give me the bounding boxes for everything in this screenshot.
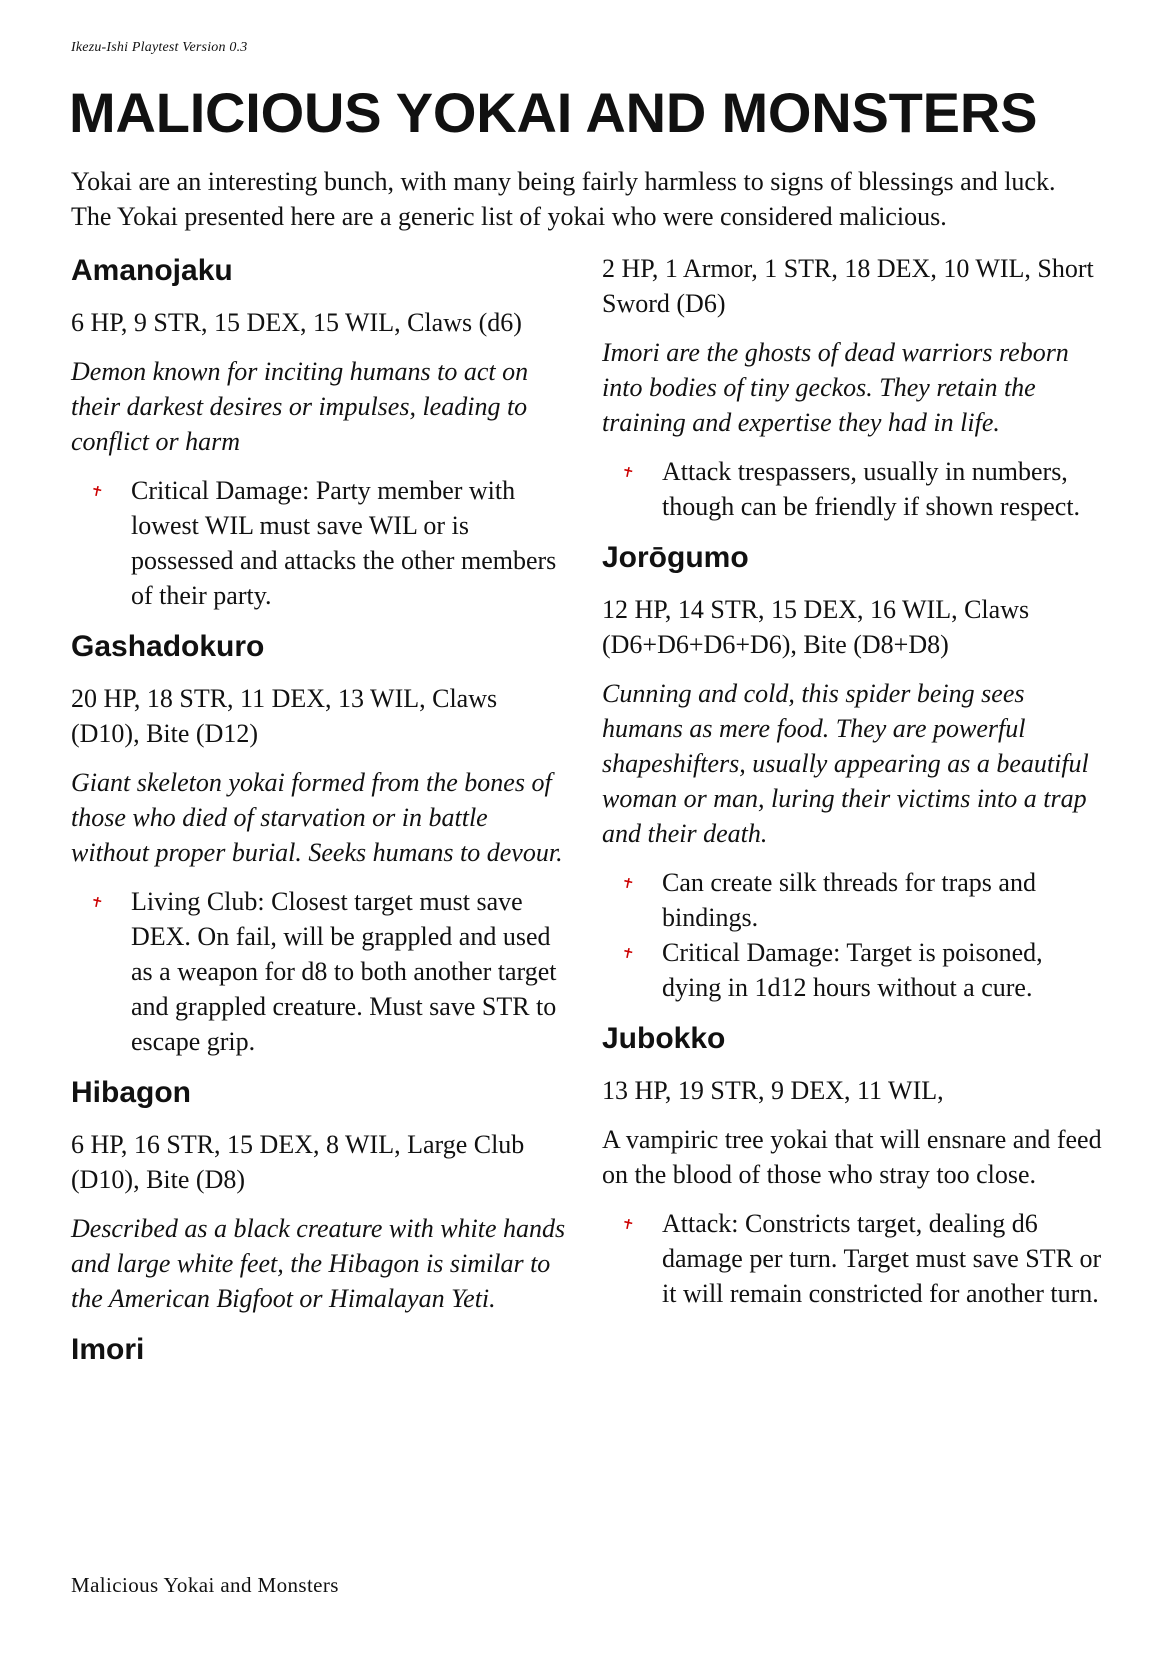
red-cross-bullet-icon [91, 485, 103, 497]
intro-paragraph: Yokai are an interesting bunch, with many being fairly harmless to signs of blessings and luck. The Yokai presented here are a generic list of yokai who were considered malicious. [71, 167, 1056, 231]
ability-text: Attack: Constricts target, dealing d6 damage per turn. Target must save STR or it will remain constricted for another turn. [662, 1209, 1102, 1308]
red-cross-bullet-icon [622, 466, 634, 478]
page-footer: Malicious Yokai and Monsters [71, 1573, 339, 1597]
ability-list-amanojaku [71, 473, 571, 613]
ability-item [131, 473, 571, 613]
ability-item [131, 884, 571, 1059]
ability-text: Attack trespassers, usually in numbers, though can be friendly if shown respect. [662, 457, 1081, 521]
ability-text: Living Club: Closest target must save DEX. On fail, will be grappled and used as a weapon for d8 to both another target and grappled creature. Must save STR to escape grip. [131, 887, 557, 1056]
ability-item [662, 1206, 1102, 1311]
right-column [602, 251, 1102, 1325]
entry-title-jubokko: Jubokko [602, 1022, 726, 1055]
red-cross-bullet-icon [622, 947, 634, 959]
ability-item [662, 454, 1102, 524]
entry-title-hibagon: Hibagon [71, 1076, 191, 1109]
ability-list-jubokko [602, 1206, 1102, 1311]
entry-description-gashadokuro: Giant skeleton yokai formed from the bones of those who died of starvation or in battle without proper burial. Seeks humans to devour. [71, 768, 563, 867]
entry-title-amanojaku: Amanojaku [71, 254, 233, 287]
entry-stats-gashadokuro: 20 HP, 18 STR, 11 DEX, 13 WIL, Claws (D10), Bite (D12) [71, 684, 498, 748]
entry-stats-jorogumo: 12 HP, 14 STR, 15 DEX, 16 WIL, Claws (D6+D6+D6+D6), Bite (D8+D8) [602, 595, 1030, 659]
ability-list-imori [602, 454, 1102, 524]
entry-stats-amanojaku: 6 HP, 9 STR, 15 DEX, 15 WIL, Claws (d6) [71, 308, 522, 337]
page-title: MALICIOUS YOKAI AND MONSTERS [69, 81, 1038, 144]
ability-item [662, 865, 1102, 935]
left-column [71, 251, 571, 1384]
ability-text: Can create silk threads for traps and bindings. [662, 868, 1036, 932]
red-cross-bullet-icon [91, 896, 103, 908]
ability-item [662, 935, 1102, 1005]
entry-title-jorogumo: Jorōgumo [602, 541, 749, 574]
ability-text: Critical Damage: Target is poisoned, dying in 1d12 hours without a cure. [662, 938, 1043, 1002]
entry-stats-imori: 2 HP, 1 Armor, 1 STR, 18 DEX, 10 WIL, Short Sword (D6) [602, 254, 1094, 318]
ability-text: Critical Damage: Party member with lowest WIL must save WIL or is possessed and attacks the other members of their party. [131, 476, 557, 610]
entry-description-jorogumo: Cunning and cold, this spider being sees humans as mere food. They are powerful shapeshifters, usually appearing as a beautiful woman or man, luring their victims into a trap and their death. [602, 679, 1089, 848]
red-cross-bullet-icon [622, 1218, 634, 1230]
ability-list-gashadokuro [71, 884, 571, 1059]
red-cross-bullet-icon [622, 877, 634, 889]
entry-title-gashadokuro: Gashadokuro [71, 630, 265, 663]
entry-description-hibagon: Described as a black creature with white hands and large white feet, the Hibagon is similar to the American Bigfoot or Himalayan Yeti. [71, 1214, 566, 1313]
entry-description-imori: Imori are the ghosts of dead warriors reborn into bodies of tiny geckos. They retain the training and expertise they had in life. [602, 338, 1069, 437]
ability-list-jorogumo [602, 865, 1102, 1005]
entry-stats-jubokko: 13 HP, 19 STR, 9 DEX, 11 WIL, [602, 1076, 944, 1105]
entry-description-amanojaku: Demon known for inciting humans to act on their darkest desires or impulses, leading to conflict or harm [71, 357, 529, 456]
entry-stats-hibagon: 6 HP, 16 STR, 15 DEX, 8 WIL, Large Club (D10), Bite (D8) [71, 1130, 525, 1194]
header-note: Ikezu-Ishi Playtest Version 0.3 [71, 40, 248, 55]
entry-title-imori: Imori [71, 1333, 145, 1366]
entry-description-jubokko: A vampiric tree yokai that will ensnare and feed on the blood of those who stray too close. [602, 1125, 1102, 1189]
